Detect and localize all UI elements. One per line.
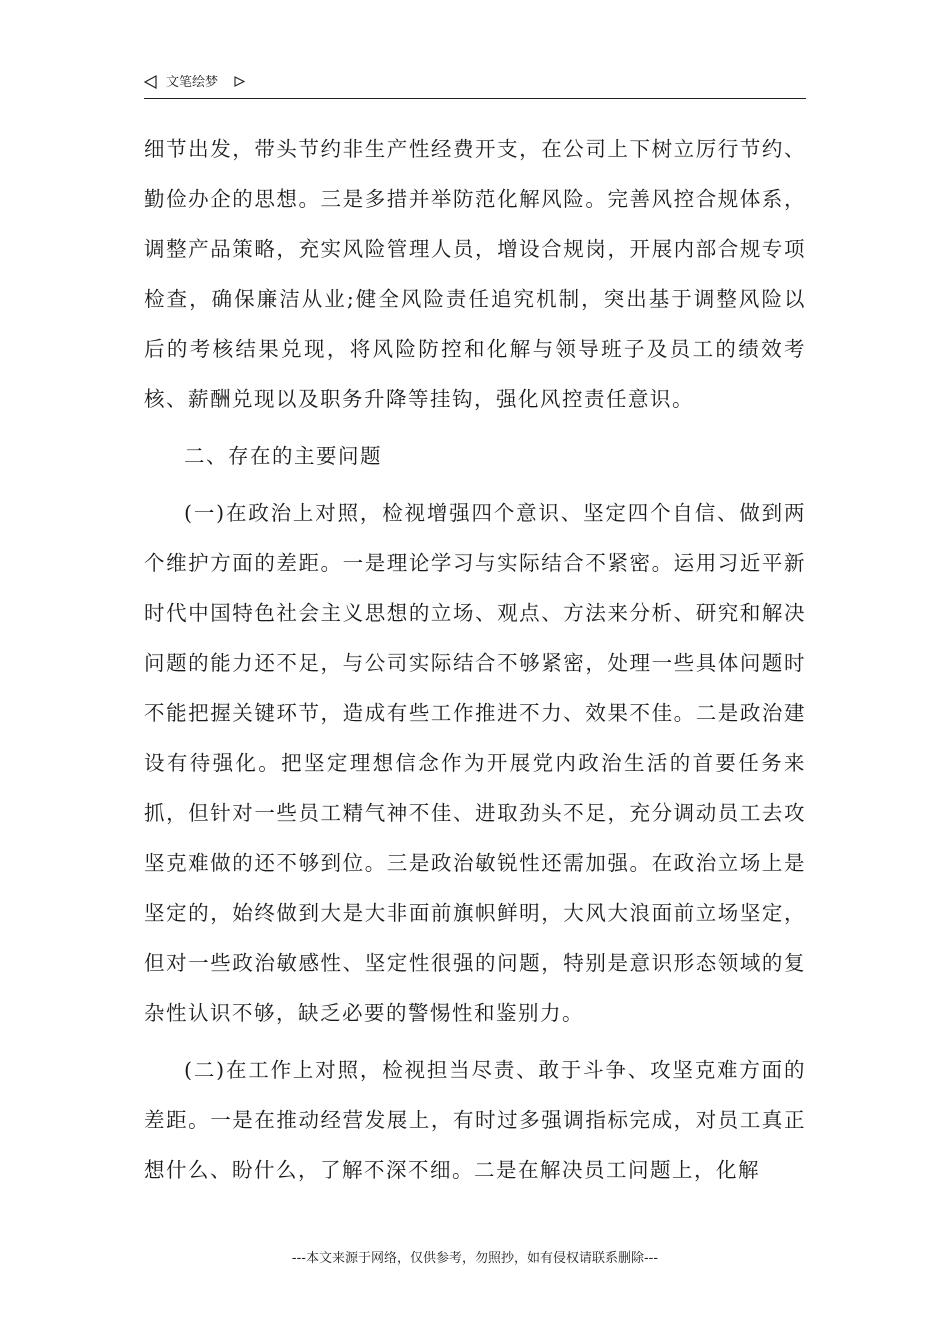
section-heading: 二、存在的主要问题 <box>184 444 382 468</box>
page-header <box>144 72 806 99</box>
page-footer: ---本文来源于网络，仅供参考，勿照抄，如有侵权请联系删除--- <box>291 1251 659 1266</box>
header-title: 文笔绘梦 <box>166 75 219 90</box>
paragraph-continuation: 细节出发，带头节约非生产性经费开支，在公司上下树立厉行节约、勤俭办企的思想。三是多措并举防范化解风险。完善风控合规体系，调整产品策略，充实风险管理人员，增设合规岗，开展内部合规专项检查，确保廉洁从业;健全风险责任追究机制，突出基于调整风险以后的考核结果兑现，将风险防控和化解与领导班子及员工的绩效考核、薪酬兑现以及职务升降等挂钩，强化风控责任意识。 <box>144 137 806 411</box>
triangle-right-icon <box>234 76 245 87</box>
paragraph-work: (二)在工作上对照，检视担当尽责、敢于斗争、攻坚克难方面的差距。一是在推动经营发展上，有时过多强调指标完成，对员工真正想什么、盼什么，了解不深不细。二是在解决员工问题上，化解 <box>144 1058 806 1182</box>
document-body <box>144 124 806 1195</box>
triangle-left-icon <box>144 75 158 89</box>
paragraph-political: (一)在政治上对照，检视增强四个意识、坚定四个自信、做到两个维护方面的差距。一是理论学习与实际结合不紧密。运用习近平新时代中国特色社会主义思想的立场、观点、方法来分析、研究和解决问题的能力还不足，与公司实际结合不够紧密，处理一些具体问题时不能把握关键环节，造成有些工作推进不力、效果不佳。二是政治建设有待强化。把坚定理想信念作为开展党内政治生活的首要任务来抓，但针对一些员工精气神不佳、进取劲头不足，充分调动员工去攻坚克难做的还不够到位。三是政治敏锐性还需加强。在政治立场上是坚定的，始终做到大是大非面前旗帜鲜明，大风大浪面前立场坚定，但对一些政治敏感性、坚定性很强的问题，特别是意识形态领域的复杂性认识不够，缺乏必要的警惕性和鉴别力。 <box>144 501 806 1025</box>
